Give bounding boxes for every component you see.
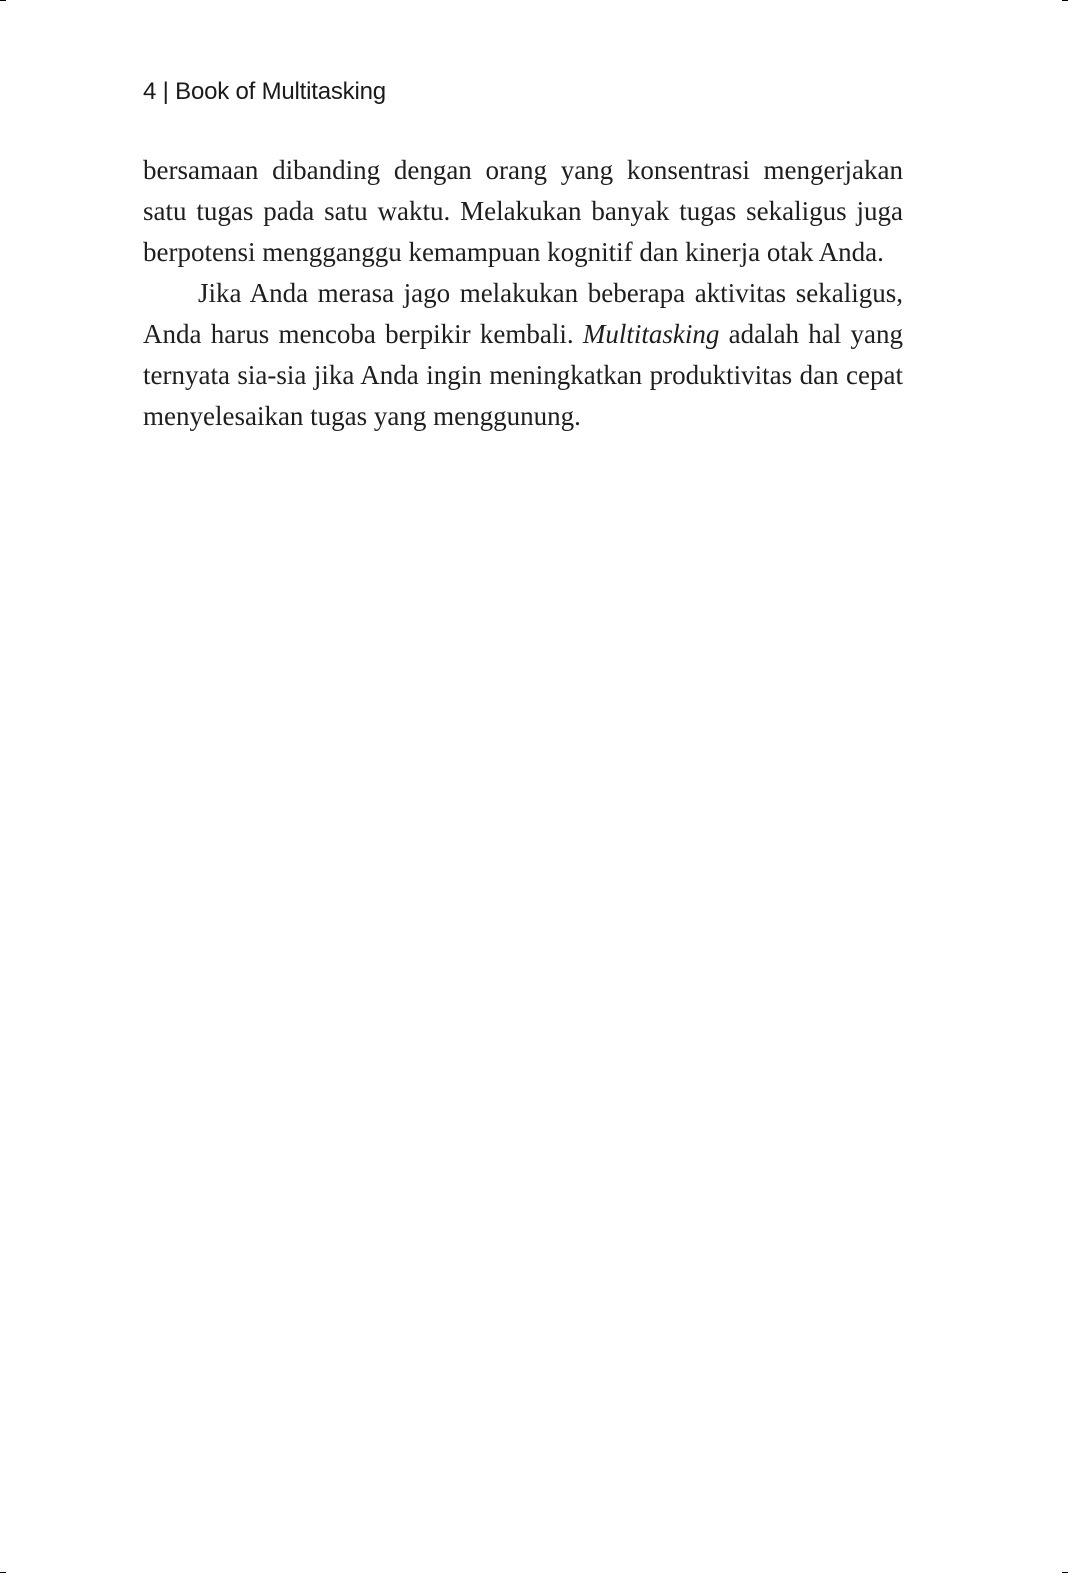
paragraph-multitasking (143, 273, 903, 437)
header-separator: | (162, 78, 169, 105)
body-text (143, 150, 903, 437)
paragraph-rest: adalah hal yang ternyata sia-sia jika Anda ingin meningkatkan produktivitas dan cepat menyelesaikan tugas yang menggunung. (143, 319, 904, 431)
crop-mark-top-right (1062, 0, 1068, 1)
italic-term: Multitasking (582, 319, 720, 349)
paragraph-continuation: bersamaan dibanding dengan orang yang konsentrasi mengerjakan satu tugas pada satu waktu. Melakukan banyak tugas sekaligus juga berpotensi mengganggu kemampuan kognitif dan kinerja otak Anda. (143, 155, 903, 267)
crop-mark-bottom-right (1062, 1572, 1068, 1573)
crop-mark-top-left (0, 0, 6, 1)
running-header (143, 78, 386, 106)
crop-mark-bottom-left (0, 1572, 6, 1573)
book-title: Book of Multitasking (175, 78, 386, 105)
page-number: 4 (143, 78, 157, 105)
paragraph-lead: Jika Anda merasa jago melakukan beberapa aktivitas sekaligus, Anda harus mencoba berpikir kembali. (143, 278, 903, 349)
